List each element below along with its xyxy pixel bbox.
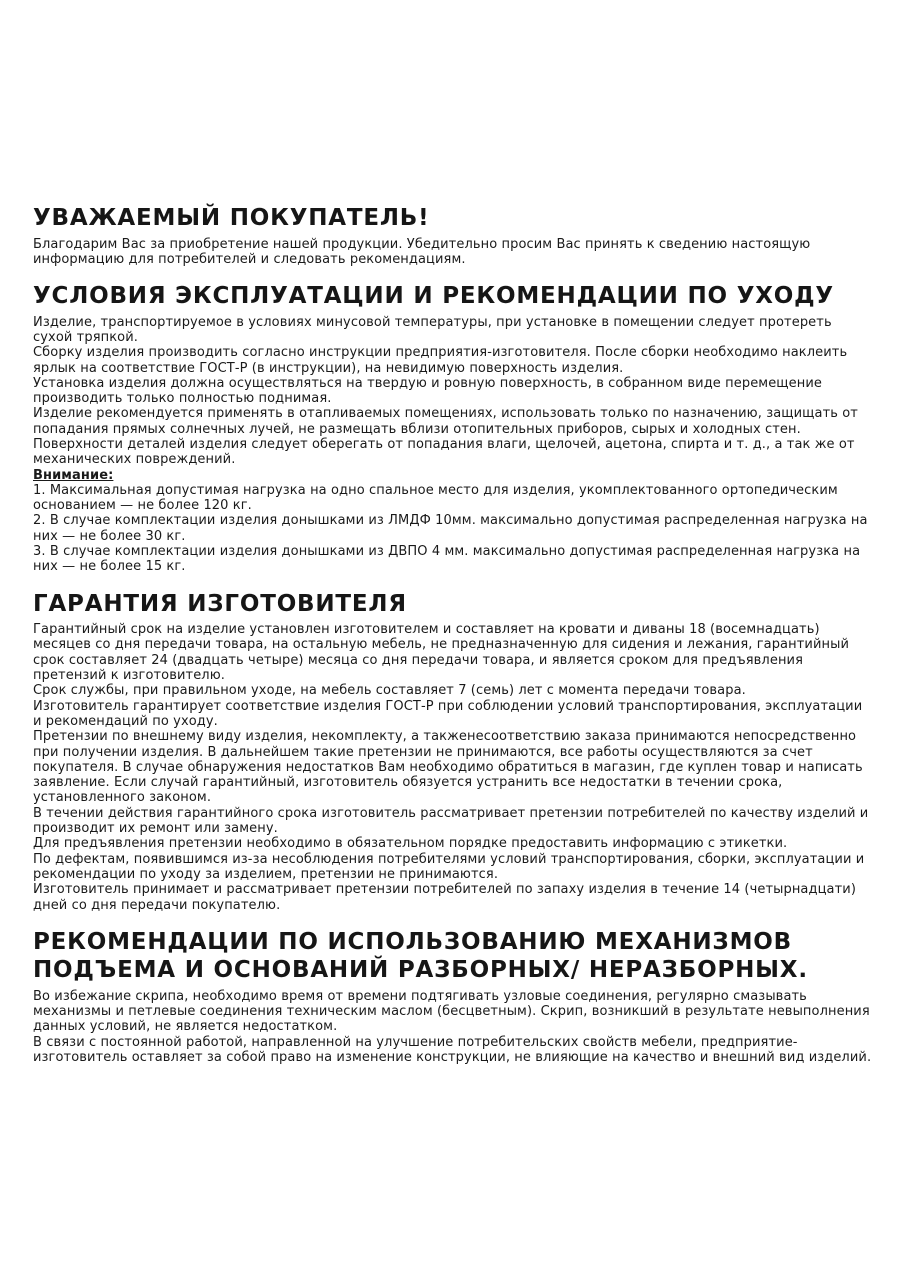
section-body [33,989,872,1065]
paragraph: Установка изделия должна осуществляться на твердую и ровную поверхность, в собранном виде перемещение производить только полностью поднимая. [33,375,822,407]
paragraph: Сборку изделия производить согласно инструкции предприятия-изготовителя. После сборки необходимо наклеить ярлык на соответствие ГОСТ-Р (в инструкции), на невидимую поверхность изделия. [33,345,848,376]
attention-label: Внимание: [33,467,114,483]
section-usage-conditions [33,282,872,575]
section-body [33,237,872,268]
heading-usage-conditions: УСЛОВИЯ ЭКСПЛУАТАЦИИ И РЕКОМЕНДАЦИИ ПО УХОДУ [33,283,834,310]
section-body [33,315,872,575]
paragraph: Во избежание скрипа, необходимо время от времени подтягивать узловые соединения, регулярно смазывать механизмы и петлевые соединения техническим маслом (бесцветным). Скрип, возникший в результате невыполнения данных условий, не является недостатком. [33,988,870,1035]
paragraph: Изготовитель принимает и рассматривает претензии потребителей по запаху изделия в течение 14 (четырнадцати) дней со дня передачи покупателю. [33,882,856,913]
attention-item: 1. Максимальная допустимая нагрузка на одно спальное место для изделия, укомплектованного ортопедическим основанием — не более 120 кг. [33,482,838,514]
heading-manufacturer-warranty: ГАРАНТИЯ ИЗГОТОВИТЕЛЯ [33,590,407,617]
paragraph: Изготовитель гарантирует соответствие изделия ГОСТ-Р при соблюдении условий транспортирования, эксплуатации и рекомендаций по уходу. [33,698,863,729]
attention-item: 3. В случае комплектации изделия донышками из ДВПО 4 мм. максимально допустимая распределенная нагрузка на них — не более 15 кг. [33,544,861,575]
paragraph: В течении действия гарантийного срока изготовитель рассматривает претензии потребителей по качеству изделий и производит их ремонт или замену. [33,805,869,837]
section-lift-mechanisms [33,928,872,1066]
heading-dear-customer: УВАЖАЕМЫЙ ПОКУПАТЕЛЬ! [33,205,430,231]
paragraph: Гарантийный срок на изделие установлен изготовителем и составляет на кровати и диваны 18 (восемнадцать) месяцев со дня передачи товара, на остальную мебель, не предназначенную для сидения и лежания, гарантийный срок составляет 24 (двадцать четыре) месяца со дня передачи товара, и является сроком для предъявления претензий к изготовителю. [33,622,850,684]
paragraph: Поверхности деталей изделия следует оберегать от попадания влаги, щелочей, ацетона, спирта и т. д., а так же от механических повреждений. [33,437,855,468]
paragraph: Изделие рекомендуется применять в отапливаемых помещениях, использовать только по назначению, защищать от попадания прямых солнечных лучей, не размещать вблизи отопительных приборов, сырых и холодных стен. [33,406,858,437]
section-body [33,622,872,913]
section-dear-customer [33,204,872,267]
paragraph: Благодарим Вас за приобретение нашей продукции. Убедительно просим Вас принять к сведению настоящую информацию для потребителей и следовать рекомендациям. [33,236,811,267]
heading-lift-mechanisms: РЕКОМЕНДАЦИИ ПО ИСПОЛЬЗОВАНИЮ МЕХАНИЗМОВ ПОДЪЕМА И ОСНОВАНИЙ РАЗБОРНЫХ/ НЕРАЗБОРНЫХ. [33,928,808,984]
paragraph: Претензии по внешнему виду изделия, некомплекту, а такженесоответствию заказа принимаются непосредственно при получении изделия. В дальнейшем такие претензии не принимаются, все работы осуществляются за счет покупателя. В случае обнаружения недостатков Вам необходимо обратиться в магазин, где куплен товар и написать заявление. Если случай гарантийный, изготовитель обязуется устранить все недостатки в течении срока, установленного законом. [33,729,863,806]
paragraph: Для предъявления претензии необходимо в обязательном порядке предоставить информацию с этикетки. [33,836,788,852]
paragraph: В связи с постоянной работой, направленной на улучшение потребительских свойств мебели, предприятие-изготовитель оставляет за собой право на изменение конструкции, не влияющие на качество и внешний вид изделий. [33,1034,872,1066]
section-manufacturer-warranty [33,590,872,913]
paragraph: По дефектам, появившимся из-за несоблюдения потребителями условий транспортирования, сборки, эксплуатации и рекомендации по уходу за изделием, претензии не принимаются. [33,851,865,882]
attention-item: 2. В случае комплектации изделия донышками из ЛМДФ 10мм. максимально допустимая распределенная нагрузка на них — не более 30 кг. [33,513,868,544]
paragraph: Срок службы, при правильном уходе, на мебель составляет 7 (семь) лет с момента передачи товара. [33,683,746,699]
paragraph: Изделие, транспортируемое в условиях минусовой температуры, при установке в помещении следует протереть сухой тряпкой. [33,314,832,345]
